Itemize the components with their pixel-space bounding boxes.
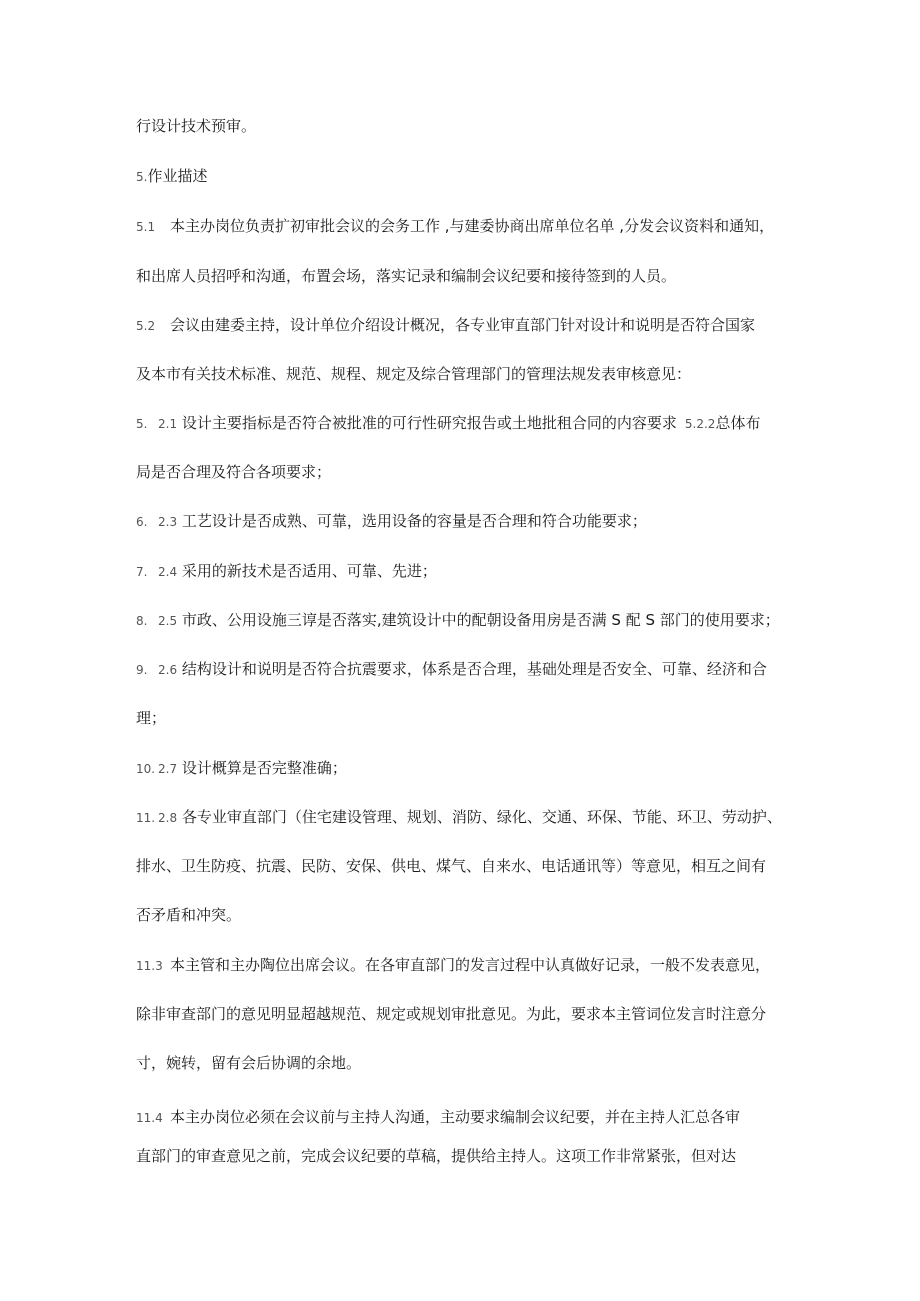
sub-number: 2.6 (158, 663, 178, 677)
list-item: 8. 2.5 市政、公用设施三谆是否落实,建筑设计中的配朝设备用房是否满 S 配 S 部门的使用要求； (136, 611, 780, 629)
item-number: 7. (136, 565, 148, 579)
list-item: 6. 2.3 工艺设计是否成熟、可靠，选用设备的容量是否合理和符合功能要求； (136, 512, 647, 530)
item-number: 6. (136, 515, 148, 529)
item-number: 11.4 (136, 1111, 163, 1125)
list-item: 7. 2.4 采用的新技术是否适用、可靠、先进； (136, 562, 437, 580)
list-item: 5. 2.1 设计主要指标是否符合被批准的可行性研究报告或土地批租合同的内容要求 5.2.2总体布 (136, 414, 761, 432)
sub-number: 2.5 (158, 614, 178, 628)
text-line: 否矛盾和冲突。 (136, 906, 242, 924)
section-heading (136, 166, 207, 187)
paragraph-5-2: 5.2 会议由建委主持，设计单位介绍设计概况，各专业审直部门针对设计和说明是否符合国家 (136, 316, 756, 334)
item-number: 10. (136, 762, 156, 776)
list-item: 10. 2.7 设计概算是否完整准确； (136, 759, 347, 777)
item-number: 8. (136, 614, 148, 628)
text-line: 除非审查部门的意见明显超越规范、规定或规划审批意见。为此，要求本主管词位发言时注意分 (136, 1005, 767, 1023)
sub-number: 5.2.2 (684, 417, 716, 431)
text-line: 和出席人员招呼和沟通，布置会场，落实记录和编制会议纪要和接待签到的人员。 (136, 267, 677, 285)
sub-number: 2.7 (158, 762, 178, 776)
paragraph-11-3: 11.3 本主管和主办陶位出席会议。在各审直部门的发言过程中认真做好记录，一般不发表意见， (136, 956, 771, 974)
list-item: 11. 2.8 各专业审直部门（住宅建设管理、规划、消防、绿化、交通、环保、节能、环卫、劳动护、 (136, 808, 782, 826)
item-number: 5.1 (136, 220, 156, 234)
section-title: 作业描述 (147, 167, 208, 185)
item-number: 5. (136, 417, 148, 431)
paragraph-11-4: 11.4 本主办岗位必须在会议前与主持人沟通，主动要求编制会议纪要，并在主持人汇总各审 (136, 1108, 741, 1126)
sub-number: 2.3 (158, 515, 178, 529)
text-line: 行设计技术预审。 (136, 117, 257, 135)
list-item: 9. 2.6 结构设计和说明是否符合抗震要求，体系是否合理，基础处理是否安全、可靠、经济和合 (136, 660, 767, 678)
sub-number: 2.4 (158, 565, 178, 579)
text-line: 直部门的审查意见之前，完成会议纪要的草稿，提供给主持人。这项工作非常紧张，但对达 (136, 1147, 737, 1165)
item-number: 11.3 (136, 959, 163, 973)
text-line: 排水、卫生防疫、抗震、民防、安保、供电、煤气、自来水、电话通讯等）等意见，相互之间有 (136, 857, 767, 875)
item-number: 11. (136, 811, 156, 825)
sub-number: 2.1 (158, 417, 178, 431)
text-line: 局是否合理及符合各项要求； (136, 463, 332, 481)
text-line: 理； (136, 709, 167, 727)
paragraph-5-1: 5.1 本主办岗位负责扩初审批会议的会务工作 ,与建委协商出席单位名单 ,分发会议资料和通知， (136, 217, 775, 235)
section-number: 5. (136, 170, 148, 184)
sub-number: 2.8 (158, 811, 178, 825)
text-line: 及本市有关技术标准、规范、规程、规定及综合管理部门的管理法规发表审核意见： (136, 365, 692, 383)
item-number: 5.2 (136, 319, 156, 333)
item-number: 9. (136, 663, 148, 677)
text-line: 寸，婉转，留有会后协调的余地。 (136, 1054, 362, 1072)
